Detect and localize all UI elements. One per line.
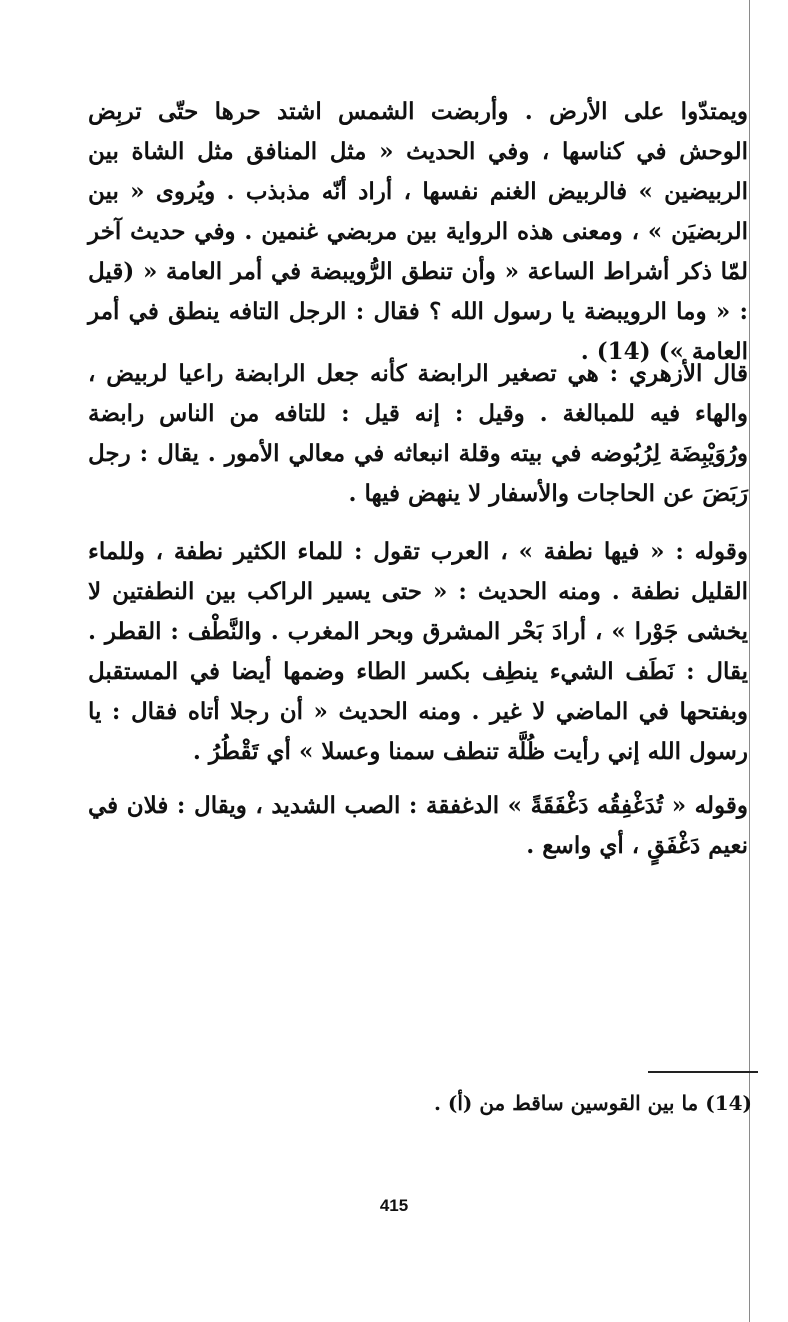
paragraph-text: ويمتدّوا على الأرض . وأربضت الشمس اشتد حرها حتّى تربِض الوحش في كناسها ، وفي الحديث « مثل المنافق مثل الشاة بين الربيضين » فالربيض الغنم نفسها ، أراد أنّه مذبذب . ويُروى « بين الربضيَن » ، ومعنى هذه الرواية بين مربضي غنمين . وفي حديث آخر لمّا ذكر أشراط الساعة « وأن تنطق الرُّويبضة في أمر العامة « (قيل : « وما الرويبضة يا رسول الله ؟ فقال : الرجل التافه ينطق في أمر العامة ») (14) . bbox=[88, 98, 748, 365]
binding-edge-line bbox=[749, 0, 750, 1322]
paragraph-rabd bbox=[88, 92, 748, 372]
paragraph-nutfa bbox=[88, 532, 748, 772]
footnote-separator bbox=[648, 1071, 758, 1073]
paragraph-text: وقوله : « فيها نطفة » ، العرب تقول : للماء الكثير نطفة ، وللماء القليل نطفة . ومنه الحديث : « حتى يسير الراكب بين النطفتين لا يخشى جَوْرا » ، أرادَ بَحْر المشرق وبحر المغرب . والنَّطْف : القطر . يقال : نَطَف الشيء ينطِف بكسر الطاء وضمها أيضا في المستقبل وبفتحها في الماضي لا غير . ومنه الحديث « أن رجلا أتاه فقال : يا رسول الله إني رأيت ظُلَّة تنطف سمنا وعسلا » أي تَقْطُرُ . bbox=[88, 538, 748, 765]
paragraph-text: قال الأزهري : هي تصغير الرابضة كأنه جعل الرابضة راعيا لربيض ، والهاء فيه للمبالغة . وقيل : إنه قيل : للتافه من الناس رابضة ورُوَيْبِضَة لِرُبُوضه في بيته وقلة انبعاثه في معالي الأمور . يقال : رجل رَبَضَ عن الحاجات والأسفار لا ينهض فيها . bbox=[88, 360, 748, 507]
paragraph-azhari bbox=[88, 354, 748, 514]
page-number: 415 bbox=[379, 1196, 409, 1215]
paragraph-daghfaqa bbox=[88, 786, 748, 866]
paragraph-text: وقوله « تُدَغْفِقُه دَغْفَقَةً » الدغفقة : الصب الشديد ، ويقال : فلان في نعيم دَغْفَقٍ ، أي واسع . bbox=[88, 792, 748, 859]
footnote: (14) ما بين القوسين ساقط من (أ) . bbox=[433, 1091, 752, 1115]
